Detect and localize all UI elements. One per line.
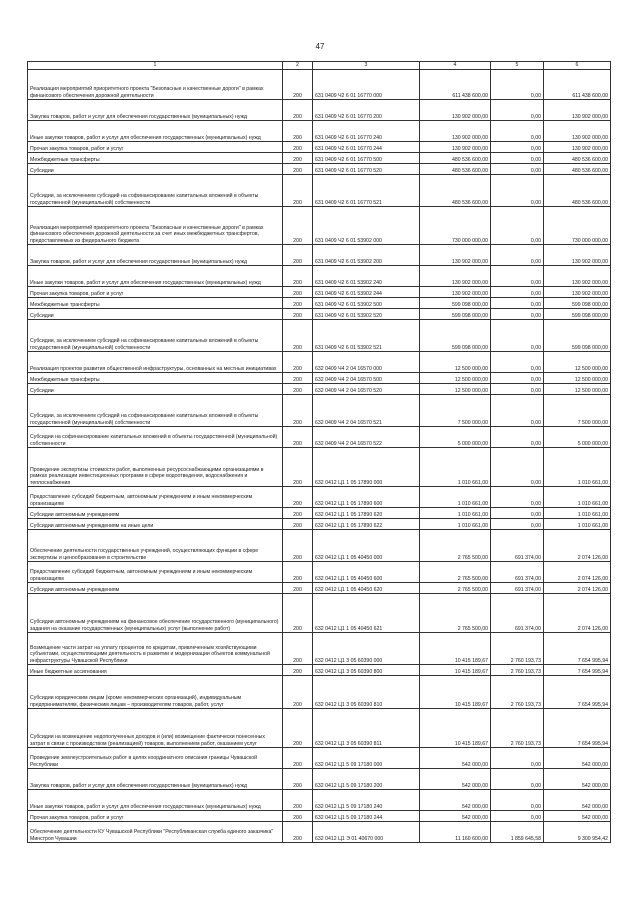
cell-c5: 0,00 — [491, 320, 544, 352]
cell-c5: 0,00 — [491, 519, 544, 530]
cell-c6: 12 500 000,00 — [544, 352, 611, 373]
table-row — [28, 153, 611, 164]
cell-c4: 130 902 000,00 — [420, 245, 491, 266]
cell-c5: 2 760 193,73 — [491, 676, 544, 709]
table-row — [28, 373, 611, 384]
page-number: 47 — [315, 42, 325, 51]
cell-group: 200 — [283, 530, 313, 562]
cell-name: Межбюджетные трансферты — [28, 153, 283, 164]
column-header: 5 — [491, 62, 544, 70]
cell-name: Субсидии автономным учреждениям на финансовое обеспечение государственного (муниципального) задания на оказание государственных (муниципальных) услуг (выполнение работ) — [28, 594, 283, 633]
cell-code: 632 0412 Ц1 1 05 40450 621 — [313, 594, 420, 633]
cell-code: 631 0409 Ч2 6 01 53902 521 — [313, 320, 420, 352]
cell-code: 632 0409 Ч4 2 04 16570 000 — [313, 352, 420, 373]
cell-c5: 2 760 193,73 — [491, 665, 544, 676]
table-row — [28, 352, 611, 373]
table-row — [28, 487, 611, 508]
cell-group: 200 — [283, 384, 313, 395]
cell-c4: 2 765 500,00 — [420, 594, 491, 633]
cell-c5: 691 374,00 — [491, 583, 544, 594]
table-row — [28, 142, 611, 153]
cell-c5: 0,00 — [491, 207, 544, 245]
cell-c6: 130 902 000,00 — [544, 100, 611, 121]
cell-c4: 542 000,00 — [420, 748, 491, 769]
cell-code: 632 0412 Ц1 1 05 40450 000 — [313, 530, 420, 562]
cell-c5: 0,00 — [491, 384, 544, 395]
cell-c6: 9 300 954,42 — [544, 822, 611, 843]
cell-name: Обеспечение деятельности КУ Чувашской Республики "Республиканская служба единого заказчика" Минстроя Чувашии — [28, 822, 283, 843]
cell-c5: 0,00 — [491, 811, 544, 822]
cell-c5: 0,00 — [491, 487, 544, 508]
cell-c6: 7 654 995,94 — [544, 665, 611, 676]
cell-name: Возмещение части затрат на уплату процентов по кредитам, привлеченным хозяйствующими субъектами, осуществляющими деятельность в развитии и модернизации объектов коммунальной инфраструктуры Чувашской Республики — [28, 633, 283, 665]
cell-c6: 730 000 000,00 — [544, 207, 611, 245]
table-row — [28, 583, 611, 594]
column-header: 4 — [420, 62, 491, 70]
cell-name: Межбюджетные трансферты — [28, 298, 283, 309]
cell-name: Проведение землеустроительных работ в целях координатного описания границы Чувашской Республики — [28, 748, 283, 769]
cell-code: 631 0409 Ч2 6 01 53902 244 — [313, 287, 420, 298]
cell-group: 200 — [283, 769, 313, 790]
cell-c4: 1 010 661,00 — [420, 519, 491, 530]
cell-c6: 542 000,00 — [544, 748, 611, 769]
table-row — [28, 562, 611, 583]
cell-code: 632 0412 Ц1 1 05 40450 620 — [313, 583, 420, 594]
cell-c4: 10 415 189,67 — [420, 709, 491, 748]
cell-c6: 1 010 661,00 — [544, 519, 611, 530]
column-header: 1 — [28, 62, 283, 70]
cell-c4: 480 536 600,00 — [420, 175, 491, 207]
cell-c6: 7 654 995,94 — [544, 633, 611, 665]
cell-c5: 0,00 — [491, 164, 544, 175]
cell-group: 200 — [283, 100, 313, 121]
cell-name: Субсидии — [28, 384, 283, 395]
cell-name: Предоставление субсидий бюджетным, автономным учреждениям и иным некоммерческим организациям — [28, 487, 283, 508]
cell-code: 631 0409 Ч2 6 01 16770 200 — [313, 100, 420, 121]
cell-c6: 130 902 000,00 — [544, 245, 611, 266]
cell-code: 631 0409 Ч2 6 01 53902 500 — [313, 298, 420, 309]
cell-c4: 11 160 600,00 — [420, 822, 491, 843]
table-row — [28, 594, 611, 633]
table-row — [28, 665, 611, 676]
cell-group: 200 — [283, 427, 313, 448]
cell-group: 200 — [283, 811, 313, 822]
cell-name: Субсидии — [28, 309, 283, 320]
table-row — [28, 164, 611, 175]
cell-c4: 10 415 189,67 — [420, 633, 491, 665]
cell-c4: 130 902 000,00 — [420, 287, 491, 298]
cell-group: 200 — [283, 487, 313, 508]
cell-c4: 7 500 000,00 — [420, 395, 491, 427]
cell-group: 200 — [283, 665, 313, 676]
cell-c5: 0,00 — [491, 70, 544, 100]
cell-c6: 2 074 126,00 — [544, 583, 611, 594]
cell-c4: 10 415 189,67 — [420, 665, 491, 676]
cell-code: 632 0412 Ц1 1 05 17890 000 — [313, 448, 420, 487]
cell-code: 631 0409 Ч2 6 01 53902 000 — [313, 207, 420, 245]
cell-name: Иные закупки товаров, работ и услуг для обеспечения государственных (муниципальных) нужд — [28, 790, 283, 811]
cell-c5: 0,00 — [491, 352, 544, 373]
cell-c4: 542 000,00 — [420, 811, 491, 822]
table-row — [28, 100, 611, 121]
cell-group: 200 — [283, 142, 313, 153]
cell-c4: 130 902 000,00 — [420, 266, 491, 287]
cell-name: Субсидии на софинансирование капитальных вложений в объекты государственной (муниципальной) собственности — [28, 427, 283, 448]
cell-c4: 730 000 000,00 — [420, 207, 491, 245]
cell-c4: 5 000 000,00 — [420, 427, 491, 448]
cell-c5: 2 760 193,73 — [491, 709, 544, 748]
table-row — [28, 309, 611, 320]
cell-code: 631 0409 Ч2 6 01 53902 520 — [313, 309, 420, 320]
cell-name: Закупка товаров, работ и услуг для обеспечения государственных (муниципальных) нужд — [28, 100, 283, 121]
cell-name: Прочая закупка товаров, работ и услуг — [28, 811, 283, 822]
table-row — [28, 811, 611, 822]
cell-group: 200 — [283, 175, 313, 207]
cell-group: 200 — [283, 309, 313, 320]
cell-c5: 0,00 — [491, 448, 544, 487]
cell-c6: 1 010 661,00 — [544, 487, 611, 508]
cell-name: Прочая закупка товаров, работ и услуг — [28, 142, 283, 153]
cell-group: 200 — [283, 207, 313, 245]
cell-code: 632 0412 Ц1 1 05 17890 600 — [313, 487, 420, 508]
cell-name: Субсидии, за исключением субсидий на софинансирование капитальных вложений в объекты государственной (муниципальной) собственности — [28, 320, 283, 352]
cell-c6: 599 098 000,00 — [544, 309, 611, 320]
cell-c6: 542 000,00 — [544, 790, 611, 811]
cell-group: 200 — [283, 395, 313, 427]
cell-c4: 599 098 000,00 — [420, 320, 491, 352]
cell-name: Иные закупки товаров, работ и услуг для обеспечения государственных (муниципальных) нужд — [28, 121, 283, 142]
cell-c6: 611 438 600,00 — [544, 70, 611, 100]
cell-c5: 0,00 — [491, 395, 544, 427]
cell-c5: 0,00 — [491, 245, 544, 266]
cell-name: Прочая закупка товаров, работ и услуг — [28, 287, 283, 298]
cell-c6: 7 654 995,94 — [544, 709, 611, 748]
cell-c5: 0,00 — [491, 142, 544, 153]
cell-c4: 2 765 500,00 — [420, 583, 491, 594]
cell-c5: 0,00 — [491, 427, 544, 448]
cell-group: 200 — [283, 245, 313, 266]
cell-group: 200 — [283, 153, 313, 164]
cell-c5: 0,00 — [491, 748, 544, 769]
cell-c5: 0,00 — [491, 287, 544, 298]
table-row — [28, 245, 611, 266]
table-row — [28, 519, 611, 530]
cell-group: 200 — [283, 508, 313, 519]
table-row — [28, 287, 611, 298]
cell-group: 200 — [283, 790, 313, 811]
cell-c6: 130 902 000,00 — [544, 287, 611, 298]
cell-name: Субсидии, за исключением субсидий на софинансирование капитальных вложений в объекты государственной (муниципальной) собственности — [28, 395, 283, 427]
table-row — [28, 266, 611, 287]
cell-c6: 5 000 000,00 — [544, 427, 611, 448]
cell-c4: 1 010 661,00 — [420, 487, 491, 508]
cell-name: Закупка товаров, работ и услуг для обеспечения государственных (муниципальных) нужд — [28, 245, 283, 266]
table-body — [28, 70, 611, 843]
cell-c6: 2 074 126,00 — [544, 594, 611, 633]
cell-code: 631 0409 Ч2 6 01 53902 240 — [313, 266, 420, 287]
cell-code: 631 0409 Ч2 6 01 53902 200 — [313, 245, 420, 266]
cell-c4: 1 010 661,00 — [420, 448, 491, 487]
table-row — [28, 121, 611, 142]
cell-c6: 1 010 661,00 — [544, 508, 611, 519]
cell-c5: 691 374,00 — [491, 562, 544, 583]
table-row — [28, 320, 611, 352]
cell-c4: 10 415 189,67 — [420, 676, 491, 709]
cell-c5: 0,00 — [491, 508, 544, 519]
cell-name: Проведение экспертизы стоимости работ, выполненных ресурсоснабжающими организациями в рамках реализации инвестиционных программ в сфере водоотведения, водоснабжения и теплоснабжения — [28, 448, 283, 487]
cell-name: Субсидии автономным учреждениям — [28, 508, 283, 519]
column-header: 2 — [283, 62, 313, 70]
cell-name: Субсидии — [28, 164, 283, 175]
cell-c4: 599 098 000,00 — [420, 309, 491, 320]
table-row — [28, 298, 611, 309]
header-row — [28, 62, 611, 70]
cell-c6: 1 010 661,00 — [544, 448, 611, 487]
cell-c4: 1 010 661,00 — [420, 508, 491, 519]
cell-name: Иные бюджетные ассигнования — [28, 665, 283, 676]
cell-group: 200 — [283, 320, 313, 352]
cell-c4: 2 765 500,00 — [420, 562, 491, 583]
table-row — [28, 748, 611, 769]
cell-c5: 691 374,00 — [491, 530, 544, 562]
table-row — [28, 384, 611, 395]
cell-c6: 7 654 995,94 — [544, 676, 611, 709]
table-row — [28, 769, 611, 790]
table-row — [28, 790, 611, 811]
cell-code: 632 0412 Ц1 3 05 60390 810 — [313, 676, 420, 709]
cell-group: 200 — [283, 562, 313, 583]
cell-group: 200 — [283, 519, 313, 530]
cell-code: 632 0412 Ц1 3 05 60390 800 — [313, 665, 420, 676]
cell-code: 631 0409 Ч2 6 01 16770 244 — [313, 142, 420, 153]
cell-c5: 0,00 — [491, 121, 544, 142]
table-row — [28, 448, 611, 487]
cell-c4: 12 500 000,00 — [420, 352, 491, 373]
cell-group: 200 — [283, 594, 313, 633]
cell-code: 632 0412 Ц1 5 09 17180 200 — [313, 769, 420, 790]
cell-group: 200 — [283, 709, 313, 748]
cell-group: 200 — [283, 676, 313, 709]
cell-group: 200 — [283, 352, 313, 373]
cell-c4: 542 000,00 — [420, 769, 491, 790]
cell-c6: 542 000,00 — [544, 769, 611, 790]
cell-c6: 2 074 126,00 — [544, 530, 611, 562]
cell-group: 200 — [283, 266, 313, 287]
cell-code: 632 0412 Ц1 5 09 17180 240 — [313, 790, 420, 811]
cell-code: 632 0412 Ц1 1 05 17890 622 — [313, 519, 420, 530]
cell-c5: 0,00 — [491, 790, 544, 811]
cell-c6: 130 902 000,00 — [544, 266, 611, 287]
cell-name: Реализация проектов развития общественной инфраструктуры, основанных на местных инициативах — [28, 352, 283, 373]
cell-c6: 2 074 126,00 — [544, 562, 611, 583]
table-row — [28, 70, 611, 100]
column-header: 6 — [544, 62, 611, 70]
cell-name: Реализация мероприятий приоритетного проекта "Безопасные и качественные дороги" в рамках финансового обеспечения дорожной деятельности — [28, 70, 283, 100]
cell-code: 631 0409 Ч2 6 01 16770 000 — [313, 70, 420, 100]
cell-code: 631 0409 Ч2 6 01 16770 500 — [313, 153, 420, 164]
cell-group: 200 — [283, 70, 313, 100]
table-row — [28, 822, 611, 843]
table-row — [28, 395, 611, 427]
cell-c4: 2 765 500,00 — [420, 530, 491, 562]
cell-code: 632 0409 Ч4 2 04 16570 520 — [313, 384, 420, 395]
cell-c4: 130 902 000,00 — [420, 142, 491, 153]
cell-c5: 0,00 — [491, 153, 544, 164]
table-row — [28, 508, 611, 519]
cell-c6: 12 500 000,00 — [544, 384, 611, 395]
cell-c4: 542 000,00 — [420, 790, 491, 811]
cell-c4: 599 098 000,00 — [420, 298, 491, 309]
cell-c6: 7 500 000,00 — [544, 395, 611, 427]
cell-c4: 611 438 600,00 — [420, 70, 491, 100]
cell-name: Субсидии автономным учреждениям — [28, 583, 283, 594]
cell-c4: 12 500 000,00 — [420, 384, 491, 395]
cell-group: 200 — [283, 298, 313, 309]
cell-name: Реализация мероприятий приоритетного проекта "Безопасные и качественные дороги" в рамках финансового обеспечения дорожной деятельности за счет иных межбюджетных трансфертов, предоставляемых из федерального бюджета — [28, 207, 283, 245]
cell-c5: 0,00 — [491, 266, 544, 287]
cell-code: 631 0409 Ч2 6 01 16770 520 — [313, 164, 420, 175]
cell-name: Закупка товаров, работ и услуг для обеспечения государственных (муниципальных) нужд — [28, 769, 283, 790]
cell-name: Межбюджетные трансферты — [28, 373, 283, 384]
cell-c5: 0,00 — [491, 100, 544, 121]
cell-group: 200 — [283, 373, 313, 384]
cell-c5: 2 760 193,73 — [491, 633, 544, 665]
cell-c5: 0,00 — [491, 175, 544, 207]
table-row — [28, 633, 611, 665]
cell-c6: 542 000,00 — [544, 811, 611, 822]
cell-group: 200 — [283, 448, 313, 487]
cell-name: Иные закупки товаров, работ и услуг для обеспечения государственных (муниципальных) нужд — [28, 266, 283, 287]
column-header: 3 — [313, 62, 420, 70]
table-row — [28, 530, 611, 562]
cell-name: Субсидии автономным учреждениям на иные цели — [28, 519, 283, 530]
cell-c6: 130 902 000,00 — [544, 142, 611, 153]
cell-name: Субсидии юридическим лицам (кроме некоммерческих организаций), индивидуальным предпринимателям, физическим лицам – производителям товаров, работ, услуг — [28, 676, 283, 709]
cell-c5: 0,00 — [491, 309, 544, 320]
cell-code: 632 0409 Ч4 2 04 16570 521 — [313, 395, 420, 427]
cell-c5: 0,00 — [491, 373, 544, 384]
cell-c6: 480 536 600,00 — [544, 164, 611, 175]
cell-c4: 480 536 600,00 — [420, 164, 491, 175]
cell-c4: 480 536 600,00 — [420, 153, 491, 164]
cell-group: 200 — [283, 583, 313, 594]
cell-code: 632 0409 Ч4 2 04 16570 500 — [313, 373, 420, 384]
table-row — [28, 207, 611, 245]
budget-table — [27, 61, 611, 843]
cell-group: 200 — [283, 121, 313, 142]
table-row — [28, 676, 611, 709]
cell-c5: 1 859 645,58 — [491, 822, 544, 843]
cell-group: 200 — [283, 822, 313, 843]
table-row — [28, 175, 611, 207]
table-row — [28, 709, 611, 748]
cell-code: 632 0412 Ц1 5 09 17180 244 — [313, 811, 420, 822]
cell-code: 631 0409 Ч2 6 01 16770 240 — [313, 121, 420, 142]
cell-group: 200 — [283, 287, 313, 298]
cell-c5: 0,00 — [491, 298, 544, 309]
cell-name: Субсидии, за исключением субсидий на софинансирование капитальных вложений в объекты государственной (муниципальной) собственности — [28, 175, 283, 207]
cell-c6: 480 536 600,00 — [544, 153, 611, 164]
cell-group: 200 — [283, 748, 313, 769]
cell-name: Обеспечение деятельности государственных учреждений, осуществляющих функции в сфере экспертизы и ценообразования в строительстве — [28, 530, 283, 562]
cell-c6: 12 500 000,00 — [544, 373, 611, 384]
cell-code: 632 0412 Ц1 1 05 40450 600 — [313, 562, 420, 583]
cell-c6: 480 536 600,00 — [544, 175, 611, 207]
cell-code: 632 0412 Ц1 3 05 60390 000 — [313, 633, 420, 665]
cell-group: 200 — [283, 164, 313, 175]
cell-code: 631 0409 Ч2 6 01 16770 521 — [313, 175, 420, 207]
cell-c4: 12 500 000,00 — [420, 373, 491, 384]
cell-c4: 130 902 000,00 — [420, 121, 491, 142]
cell-c5: 691 374,00 — [491, 594, 544, 633]
cell-code: 632 0412 Ц1 5 09 17180 000 — [313, 748, 420, 769]
cell-name: Субсидии на возмещение недополученных доходов и (или) возмещение фактически понесенных затрат в связи с производством (реализацией) товаров, выполнением работ, оказанием услуг — [28, 709, 283, 748]
cell-code: 632 0412 Ц1 3 05 60390 811 — [313, 709, 420, 748]
cell-code: 632 0409 Ч4 2 04 16570 522 — [313, 427, 420, 448]
cell-code: 632 0412 Ц1 1 05 17890 620 — [313, 508, 420, 519]
cell-c6: 599 098 000,00 — [544, 320, 611, 352]
cell-group: 200 — [283, 633, 313, 665]
cell-c4: 130 902 000,00 — [420, 100, 491, 121]
cell-code: 632 0412 Ц1 Э 01 40670 000 — [313, 822, 420, 843]
cell-c5: 0,00 — [491, 769, 544, 790]
cell-name: Предоставление субсидий бюджетным, автономным учреждениям и иным некоммерческим организациям — [28, 562, 283, 583]
cell-c6: 599 098 000,00 — [544, 298, 611, 309]
cell-c6: 130 902 000,00 — [544, 121, 611, 142]
table-row — [28, 427, 611, 448]
